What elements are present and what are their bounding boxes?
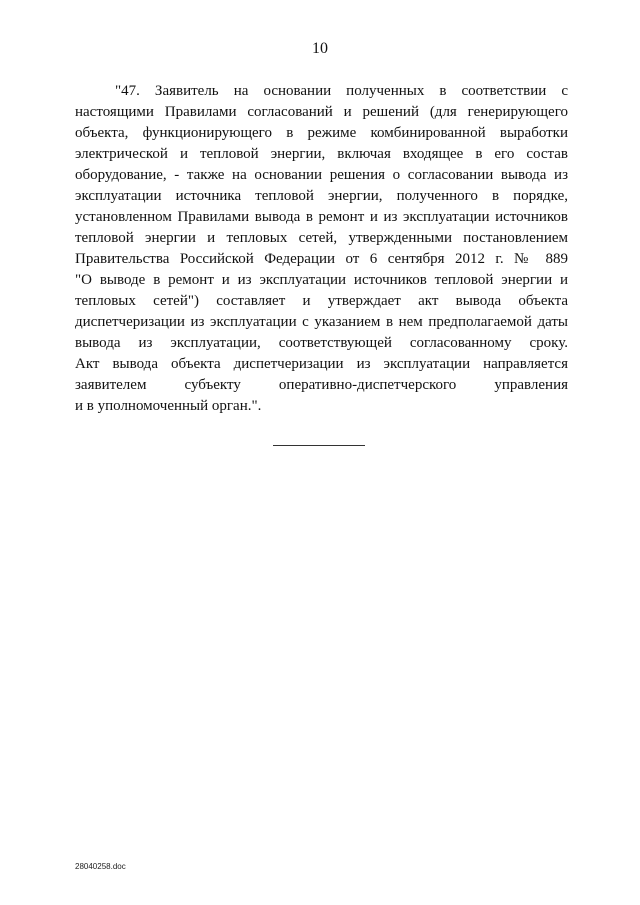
page-number: 10 [312,40,328,57]
paragraph-line: тепловой энергии и тепловых сетей, утвержденными постановлением [75,230,568,246]
paragraph-line: "О выводе в ремонт и из эксплуатации источников тепловой энергии и [75,272,568,288]
paragraph-line: вывода из эксплуатации, соответствующей согласованному сроку. [75,335,568,351]
paragraph-line: установленном Правилами вывода в ремонт и из эксплуатации источников [75,209,568,225]
paragraph-line: и в уполномоченный орган.". [75,398,262,414]
paragraph-line: Акт вывода объекта диспетчеризации из эксплуатации направляется [75,356,568,372]
paragraph-line: оборудование, - также на основании решения о согласовании вывода из [75,167,568,183]
paragraph-line: тепловых сетей") составляет и утверждает акт вывода объекта [75,293,568,309]
paragraph-line: эксплуатации источника тепловой энергии, полученного в порядке, [75,188,568,204]
paragraph-47 [75,81,568,417]
paragraph-line: заявителем субъекту оперативно-диспетчерского управления [75,377,568,393]
paragraph-line: "47. Заявитель на основании полученных в соответствии с [115,83,568,99]
end-divider [273,445,365,446]
paragraph-line: электрической и тепловой энергии, включая входящее в его состав [75,146,568,162]
paragraph-line: настоящими Правилами согласований и решений (для генерирующего [75,104,568,120]
document-code: 28040258.doc [75,862,126,871]
paragraph-line: диспетчеризации из эксплуатации с указанием в нем предполагаемой даты [75,314,568,330]
paragraph-line: Правительства Российской Федерации от 6 сентября 2012 г. № 889 [75,251,568,267]
paragraph-line: объекта, функционирующего в режиме комбинированной выработки [75,125,568,141]
